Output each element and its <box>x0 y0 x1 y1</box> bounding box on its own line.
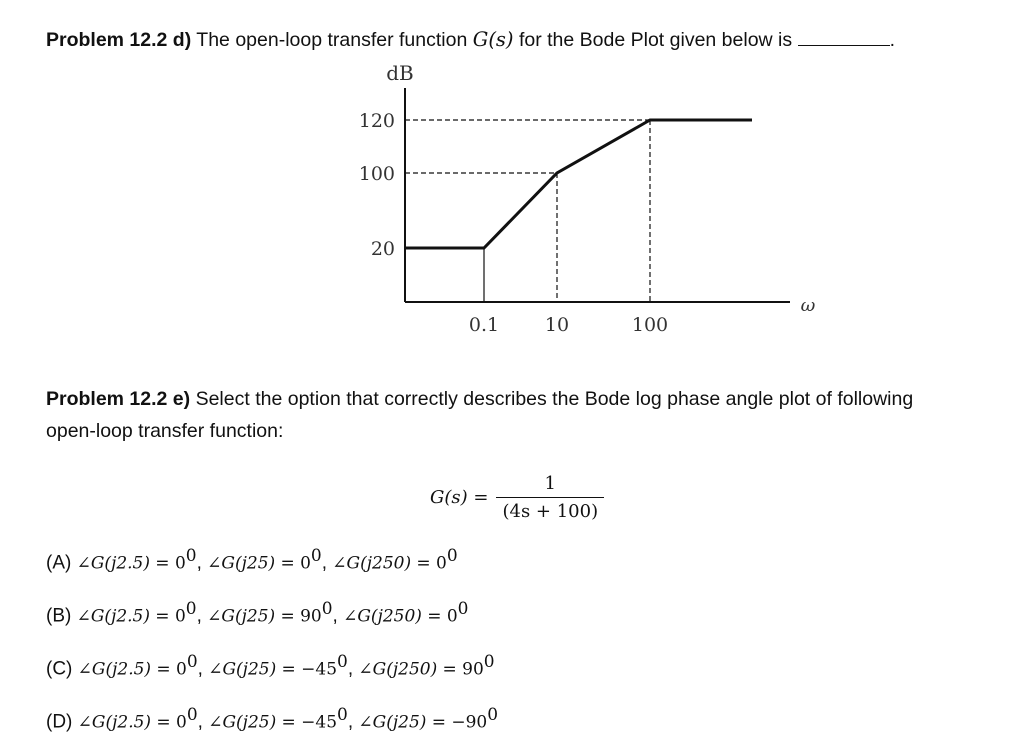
degree-mark: 0 <box>185 599 197 619</box>
degree-mark: 0 <box>457 599 469 619</box>
problem-e-line2: open-loop transfer function: <box>46 420 284 442</box>
problem-e-text-line1: Select the option that correctly describes the Bode log phase angle plot of following <box>195 388 914 410</box>
bode-magnitude-plot <box>0 0 1026 370</box>
problem-d-text-before: The open-loop transfer function <box>196 29 468 51</box>
option-label: (D) <box>46 711 73 733</box>
magnitude-line <box>405 120 752 248</box>
y-tick-label: 20 <box>370 238 395 260</box>
y-axis-label: dB <box>386 61 414 85</box>
y-tick-label: 100 <box>358 163 395 185</box>
plot-curve <box>405 120 752 248</box>
equation-numerator: 1 <box>496 473 604 498</box>
option-angle-2: ∠G(j25) <box>208 659 277 680</box>
degree-mark: 0 <box>446 546 458 566</box>
x-tick-label: 100 <box>631 314 669 336</box>
option-label: (B) <box>46 605 72 627</box>
problem-e-line1 <box>46 386 913 412</box>
option-angle-2: ∠G(j25) <box>207 553 276 574</box>
equation-lhs: G(s) = <box>430 486 489 508</box>
problem-d-func: G <box>472 28 489 51</box>
option-value-1: = 0 <box>155 553 186 574</box>
degree-mark: 0 <box>310 546 322 566</box>
option-value-1: = 0 <box>155 606 186 627</box>
degree-mark: 0 <box>487 705 499 725</box>
option-value-2: = −45 <box>281 659 338 680</box>
option-angle-1: ∠G(j2.5) <box>77 659 152 680</box>
degree-mark: 0 <box>185 546 197 566</box>
option-d[interactable]: (D) ∠G(j2.5) = $0^0$, ∠G(j25) = $-45^0$, ∠G(j25) = $-90^0$ <box>46 705 499 733</box>
option-angle-3: ∠G(j25) <box>358 712 427 733</box>
option-angle-3: ∠G(j250) <box>332 553 412 574</box>
option-angle-3: ∠G(j250) <box>343 606 422 627</box>
option-angle-3: ∠G(j250) <box>358 659 438 680</box>
x-tick-label: 10 <box>544 314 570 336</box>
option-angle-2: ∠G(j25) <box>207 606 276 627</box>
option-angle-1: ∠G(j2.5) <box>77 712 152 733</box>
option-value-3: = −90 <box>431 712 488 733</box>
problem-d-label: Problem 12.2 d) <box>46 29 192 51</box>
degree-mark: 0 <box>337 652 348 672</box>
option-value-1: = 0 <box>156 659 187 680</box>
option-value-3: = 0 <box>416 553 447 574</box>
problem-d-text-after: for the Bode Plot given below is <box>518 29 793 51</box>
y-tick-label: 120 <box>358 110 395 132</box>
equation-denominator: (4s + 100) <box>502 500 599 522</box>
plot-labels <box>359 61 816 336</box>
option-value-3: = 0 <box>427 606 458 627</box>
option-c[interactable]: (C) ∠G(j2.5) = $0^0$, ∠G(j25) = $-45^0$, ∠G(j250) = $90^0$ <box>46 652 495 680</box>
degree-mark: 0 <box>321 599 333 619</box>
option-value-2: = 90 <box>280 606 322 627</box>
option-value-2: = −45 <box>281 712 338 733</box>
x-axis-label: ω <box>800 295 816 316</box>
option-angle-1: ∠G(j2.5) <box>76 606 151 627</box>
degree-mark: 0 <box>337 705 348 725</box>
degree-mark: 0 <box>186 652 198 672</box>
equation-fraction <box>496 473 604 522</box>
option-value-3: = 90 <box>442 659 484 680</box>
option-label: (A) <box>46 552 72 574</box>
x-tick-label: 0.1 <box>468 314 500 336</box>
option-value-2: = 0 <box>280 553 311 574</box>
option-label: (C) <box>46 658 73 680</box>
plot-guides <box>405 120 650 302</box>
option-a[interactable]: (A) ∠G(j2.5) = $0^0$, ∠G(j25) = $0^0$, ∠G(j250) = $0^0$ <box>46 546 458 574</box>
degree-mark: 0 <box>483 652 495 672</box>
option-b[interactable]: (B) ∠G(j2.5) = $0^0$, ∠G(j25) = $90^0$, ∠G(j250) = $0^0$ <box>46 599 469 627</box>
option-angle-1: ∠G(j2.5) <box>76 553 151 574</box>
problem-d-period: . <box>889 29 895 51</box>
problem-e-label: Problem 12.2 e) <box>46 388 191 410</box>
option-value-1: = 0 <box>156 712 187 733</box>
transfer-function-equation <box>430 466 604 528</box>
option-angle-2: ∠G(j25) <box>208 712 277 733</box>
degree-mark: 0 <box>186 705 198 725</box>
problem-d-arg: (s) <box>488 28 514 51</box>
